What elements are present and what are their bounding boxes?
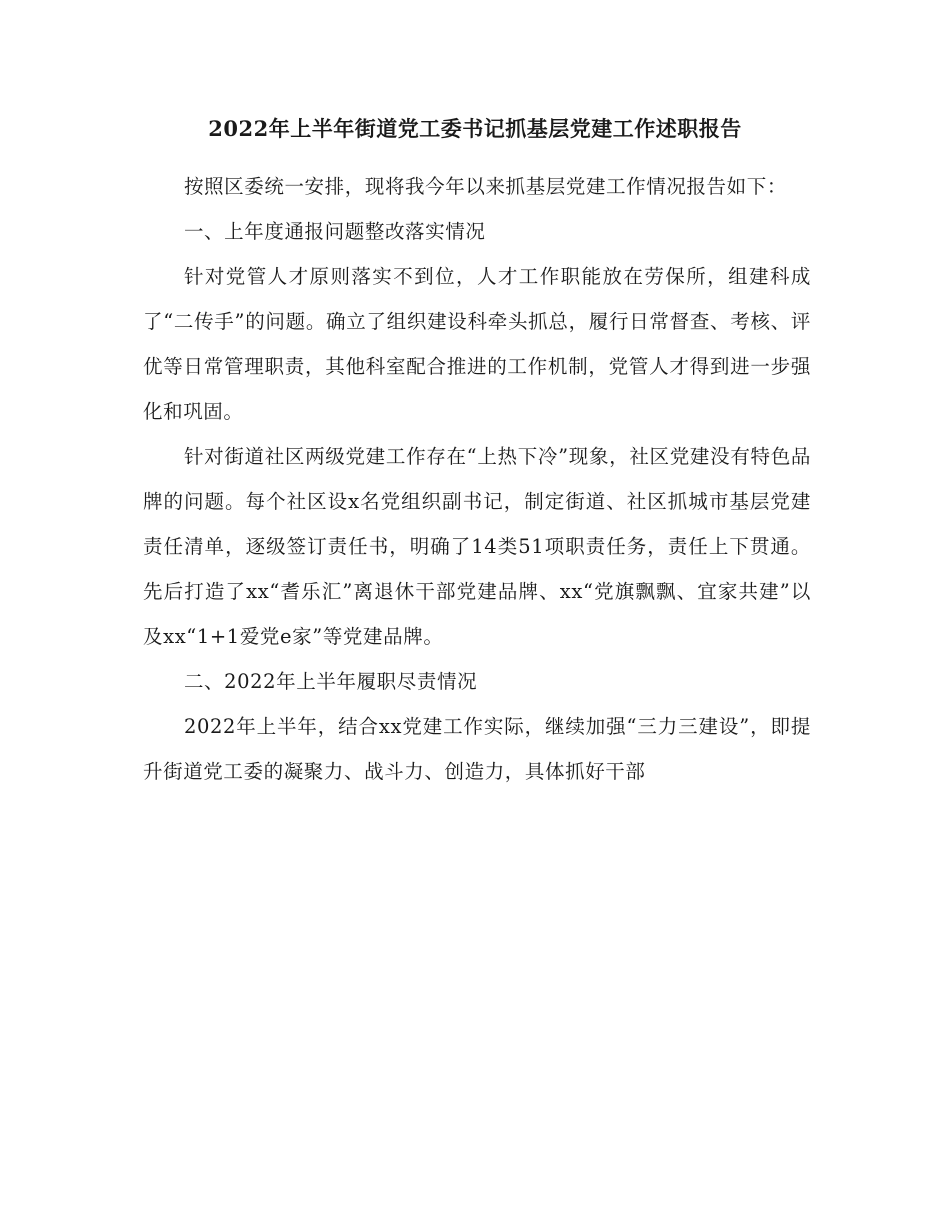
body-paragraph-3: 2022年上半年，结合xx党建工作实际，继续加强“三力三建设”，即提升街道党工委的凝聚力、战斗力、创造力，具体抓好干部 — [143, 715, 811, 783]
section-heading-2: 二、2022年上半年履职尽责情况 — [183, 670, 478, 693]
document-title: 2022年上半年街道党工委书记抓基层党建工作述职报告 — [208, 116, 742, 141]
body-paragraph-2: 针对街道社区两级党建工作存在“上热下冷”现象，社区党建没有特色品牌的问题。每个社区设x名党组织副书记，制定街道、社区抓城市基层党建责任清单，逐级签订责任书，明确了14类51项职责任务，责任上下贯通。先后打造了xx“耆乐汇”离退休干部党建品牌、xx“党旗飘飘、宜家共建”以及xx“1+1爱党e家”等党建品牌。 — [143, 445, 811, 648]
section-heading-1: 一、上年度通报问题整改落实情况 — [183, 220, 486, 243]
document-body — [143, 164, 811, 794]
intro-paragraph: 按照区委统一安排，现将我今年以来抓基层党建工作情况报告如下： — [183, 175, 787, 198]
body-paragraph-1: 针对党管人才原则落实不到位，人才工作职能放在劳保所，组建科成了“二传手”的问题。确立了组织建设科牵头抓总，履行日常督查、考核、评优等日常管理职责，其他科室配合推进的工作机制，党管人才得到进一步强化和巩固。 — [143, 265, 811, 423]
